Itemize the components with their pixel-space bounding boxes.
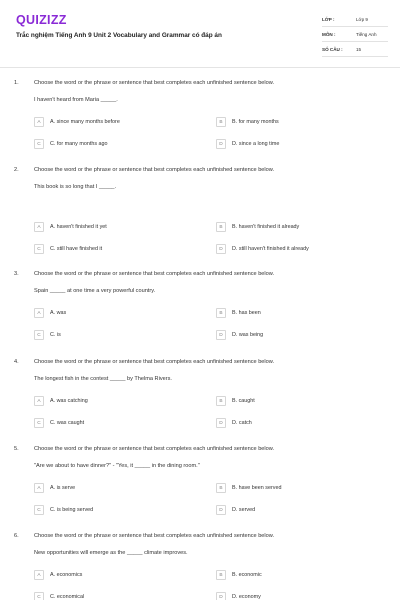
option-text: B. have been served (232, 485, 282, 491)
header-divider (0, 67, 400, 68)
option-letter-box: D (216, 418, 226, 428)
meta-value: 15 (356, 47, 362, 52)
option-a[interactable] (34, 396, 174, 408)
question-number: 5. (14, 446, 19, 452)
option-letter-box: D (216, 330, 226, 340)
option-letter-box: A (34, 570, 44, 580)
option-text: C. is (50, 332, 61, 338)
option-text: D. still haven't finished it already (232, 246, 309, 252)
question-3 (0, 271, 400, 357)
question-5 (0, 446, 400, 532)
meta-divider (322, 41, 388, 42)
question-text: Spain _____ at one time a very powerful country. (34, 288, 156, 294)
option-c[interactable] (34, 330, 174, 342)
option-letter-box: A (34, 117, 44, 127)
question-instruction: Choose the word or the phrase or sentence that best completes each unfinished sentence below. (34, 359, 275, 365)
quizizz-logo: QUIZIZZ (16, 13, 67, 27)
option-letter-box: A (34, 396, 44, 406)
option-text: B. for many months (232, 119, 279, 125)
option-d[interactable] (216, 592, 356, 600)
option-c[interactable] (34, 505, 174, 517)
meta-label: MÔN : (322, 32, 336, 37)
question-number: 6. (14, 533, 19, 539)
question-text: I haven't heard from Maria _____. (34, 97, 118, 103)
question-number: 3. (14, 271, 19, 277)
option-letter-box: C (34, 505, 44, 515)
question-instruction: Choose the word or the phrase or sentence that best completes each unfinished sentence below. (34, 533, 275, 539)
option-text: D. was being (232, 332, 264, 338)
option-a[interactable] (34, 483, 174, 495)
option-b[interactable] (216, 222, 356, 234)
meta-value: Tiếng Anh (356, 32, 377, 37)
question-6 (0, 533, 400, 600)
question-instruction: Choose the word or the phrase or sentence that best completes each unfinished sentence below. (34, 80, 275, 86)
meta-divider (322, 56, 388, 57)
option-letter-box: D (216, 505, 226, 515)
question-text: "Are we about to have dinner?" - "Yes, it _____ in the dining room." (34, 463, 200, 469)
option-letter-box: D (216, 592, 226, 600)
option-d[interactable] (216, 418, 356, 430)
option-b[interactable] (216, 308, 356, 320)
option-text: C. is being served (50, 507, 94, 513)
question-2 (0, 167, 400, 253)
option-a[interactable] (34, 222, 174, 234)
option-letter-box: A (34, 483, 44, 493)
option-d[interactable] (216, 505, 356, 517)
option-letter-box: D (216, 139, 226, 149)
question-instruction: Choose the word or the phrase or sentence that best completes each unfinished sentence below. (34, 446, 275, 452)
option-text: C. still have finished it (50, 246, 103, 252)
question-number: 4. (14, 359, 19, 365)
option-b[interactable] (216, 117, 356, 129)
option-c[interactable] (34, 244, 174, 256)
option-a[interactable] (34, 117, 174, 129)
option-text: A. haven't finished it yet (50, 224, 107, 230)
option-letter-box: B (216, 483, 226, 493)
question-instruction: Choose the word or the phrase or sentence that best completes each unfinished sentence below. (34, 167, 275, 173)
meta-label: SỐ CÂU : (322, 47, 343, 52)
option-text: A. economics (50, 572, 83, 578)
option-letter-box: C (34, 592, 44, 600)
option-letter-box: B (216, 308, 226, 318)
option-text: C. economical (50, 594, 85, 600)
question-text: This book is so long that I _____. (34, 184, 117, 190)
question-4 (0, 359, 400, 445)
option-c[interactable] (34, 592, 174, 600)
option-text: A. was catching (50, 398, 88, 404)
option-c[interactable] (34, 139, 174, 151)
option-text: B. economic (232, 572, 262, 578)
option-text: D. served (232, 507, 256, 513)
option-letter-box: A (34, 308, 44, 318)
worksheet-title: Trắc nghiệm Tiếng Anh 9 Unit 2 Vocabulary and Grammar có đáp án (16, 32, 222, 39)
option-c[interactable] (34, 418, 174, 430)
worksheet-header (0, 0, 400, 62)
option-text: A. was (50, 310, 67, 316)
option-b[interactable] (216, 483, 356, 495)
option-text: D. economy (232, 594, 261, 600)
option-text: A. since many months before (50, 119, 120, 125)
option-b[interactable] (216, 396, 356, 408)
option-a[interactable] (34, 570, 174, 582)
option-a[interactable] (34, 308, 174, 320)
question-number: 2. (14, 167, 19, 173)
option-letter-box: B (216, 117, 226, 127)
option-text: B. has been (232, 310, 261, 316)
option-letter-box: C (34, 418, 44, 428)
option-b[interactable] (216, 570, 356, 582)
option-letter-box: D (216, 244, 226, 254)
meta-divider (322, 26, 388, 27)
option-letter-box: C (34, 139, 44, 149)
option-d[interactable] (216, 330, 356, 342)
option-text: C. for many months ago (50, 141, 108, 147)
meta-value: Lớp 9 (356, 17, 368, 22)
question-instruction: Choose the word or the phrase or sentence that best completes each unfinished sentence below. (34, 271, 275, 277)
meta-label: LỚP : (322, 17, 335, 22)
option-letter-box: B (216, 570, 226, 580)
option-text: B. caught (232, 398, 255, 404)
option-text: B. haven't finished it already (232, 224, 300, 230)
question-text: New opportunities will emerge as the _____ climate improves. (34, 550, 188, 556)
option-letter-box: B (216, 222, 226, 232)
option-text: A. is serve (50, 485, 76, 491)
question-1 (0, 80, 400, 166)
question-number: 1. (14, 80, 19, 86)
option-letter-box: C (34, 244, 44, 254)
option-letter-box: B (216, 396, 226, 406)
option-text: C. was caught (50, 420, 85, 426)
option-d[interactable] (216, 244, 356, 256)
question-text: The longest fish in the contest _____ by Thelma Rivers. (34, 376, 172, 382)
option-d[interactable] (216, 139, 356, 151)
option-text: D. catch (232, 420, 252, 426)
option-text: D. since a long time (232, 141, 280, 147)
option-letter-box: C (34, 330, 44, 340)
option-letter-box: A (34, 222, 44, 232)
